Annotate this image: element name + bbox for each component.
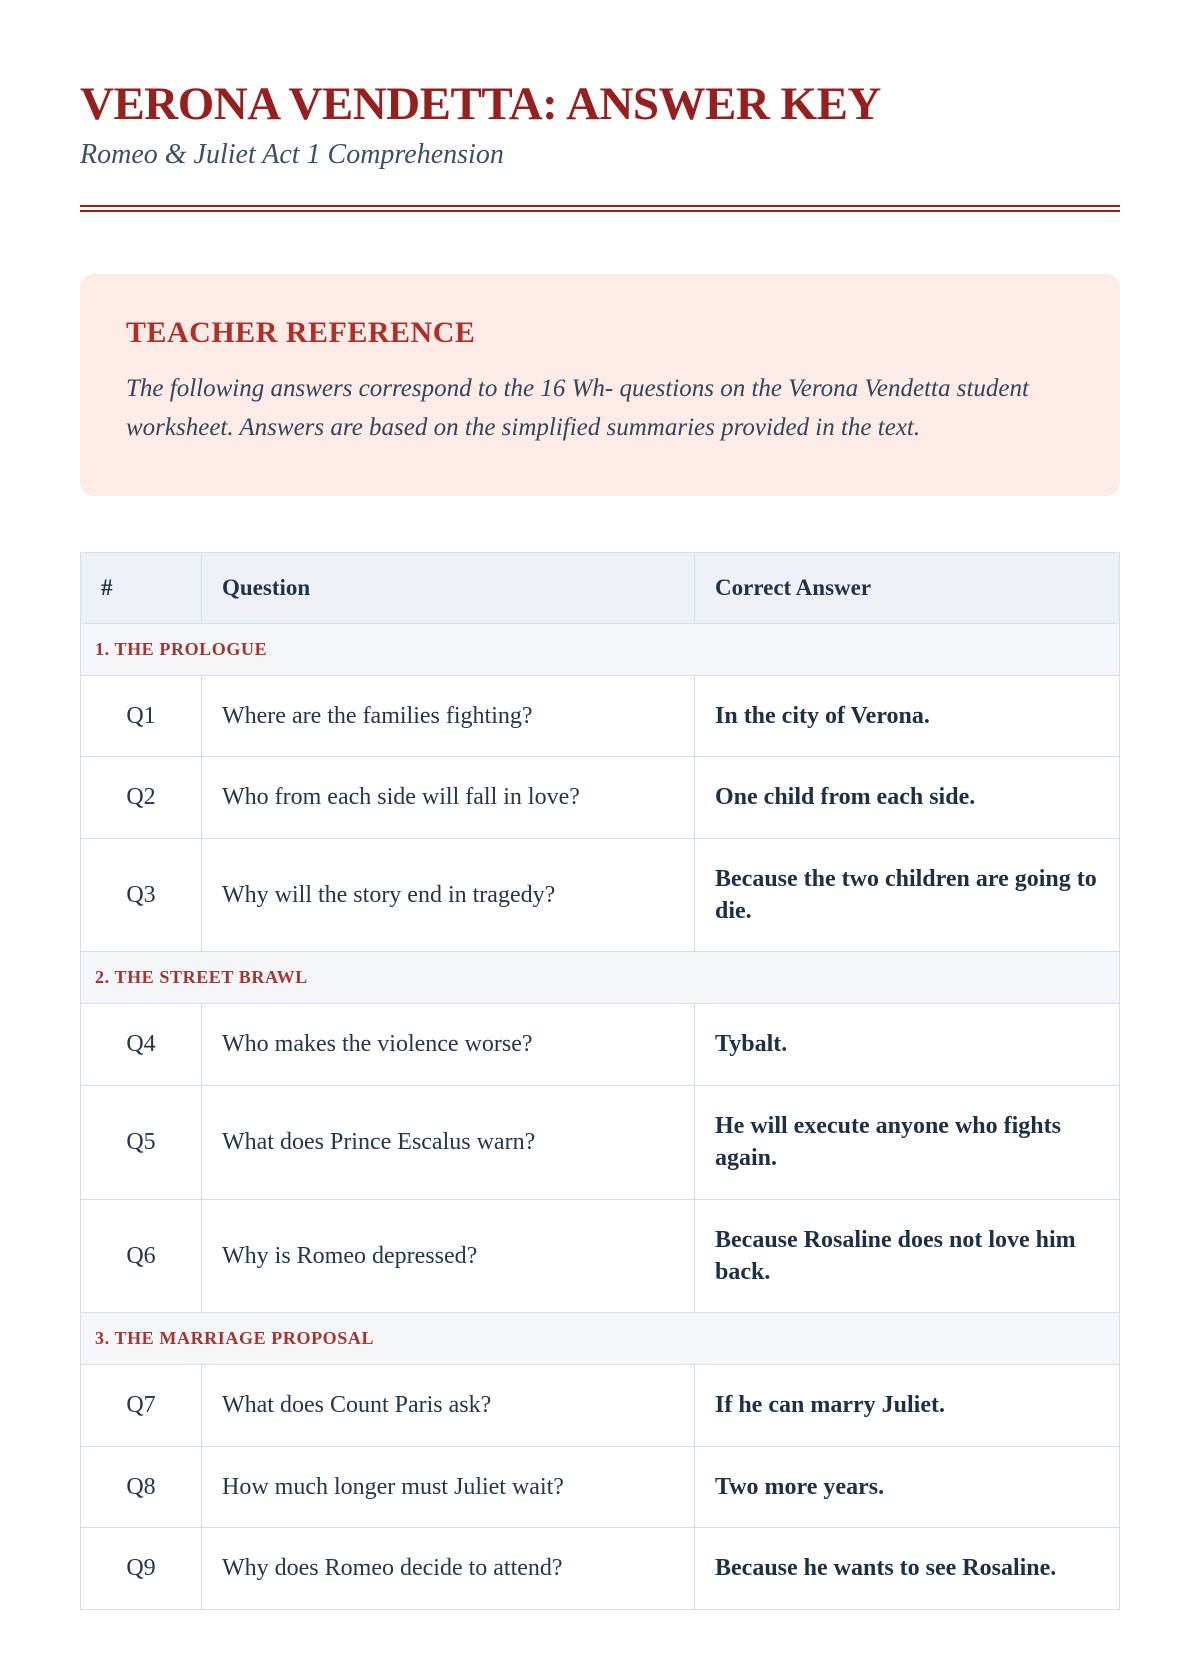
question-text: Why will the story end in tragedy? [202, 838, 695, 952]
question-number: Q7 [81, 1365, 202, 1446]
table-row [81, 838, 1120, 952]
header-divider [80, 205, 1120, 212]
section-header-row [81, 1313, 1120, 1365]
question-number: Q8 [81, 1446, 202, 1527]
teacher-reference-box [80, 274, 1120, 496]
question-text: How much longer must Juliet wait? [202, 1446, 695, 1527]
answer-text: In the city of Verona. [695, 675, 1120, 756]
table-header-row [81, 552, 1120, 623]
question-number: Q3 [81, 838, 202, 952]
column-header-answer: Correct Answer [695, 552, 1120, 623]
question-text: Where are the families fighting? [202, 675, 695, 756]
page-title: VERONA VENDETTA: ANSWER KEY [80, 78, 881, 130]
section-header-row [81, 952, 1120, 1004]
answer-text: Two more years. [695, 1446, 1120, 1527]
answer-text: If he can marry Juliet. [695, 1365, 1120, 1446]
question-number: Q9 [81, 1528, 202, 1609]
answer-text: Tybalt. [695, 1004, 1120, 1085]
question-text: Who makes the violence worse? [202, 1004, 695, 1085]
question-number: Q2 [81, 757, 202, 838]
question-text: Who from each side will fall in love? [202, 757, 695, 838]
table-row [81, 1365, 1120, 1446]
question-number: Q1 [81, 675, 202, 756]
answer-text: Because Rosaline does not love him back. [695, 1199, 1120, 1313]
column-header-number: # [81, 552, 202, 623]
table-row [81, 1085, 1120, 1199]
question-number: Q5 [81, 1085, 202, 1199]
section-title: 3. THE MARRIAGE PROPOSAL [81, 1313, 1120, 1365]
answer-text: Because the two children are going to die. [695, 838, 1120, 952]
answer-text: He will execute anyone who fights again. [695, 1085, 1120, 1199]
question-number: Q6 [81, 1199, 202, 1313]
question-number: Q4 [81, 1004, 202, 1085]
answer-text: Because he wants to see Rosaline. [695, 1528, 1120, 1609]
reference-heading: TEACHER REFERENCE [126, 316, 476, 350]
page-subtitle: Romeo & Juliet Act 1 Comprehension [80, 139, 504, 171]
answer-key-table [80, 552, 1120, 1610]
table-row [81, 1004, 1120, 1085]
table-row [81, 1446, 1120, 1527]
question-text: Why does Romeo decide to attend? [202, 1528, 695, 1609]
section-title: 2. THE STREET BRAWL [81, 952, 1120, 1004]
reference-body: The following answers correspond to the 16 Wh- questions on the Verona Vendetta student worksheet. Answers are based on the simplified summaries provided in the text. [126, 375, 1029, 442]
table-row [81, 675, 1120, 756]
question-text: What does Prince Escalus warn? [202, 1085, 695, 1199]
column-header-question: Question [202, 552, 695, 623]
table-row [81, 1528, 1120, 1609]
document-page [0, 80, 1200, 1610]
section-header-row [81, 623, 1120, 675]
table-row [81, 1199, 1120, 1313]
table-row [81, 757, 1120, 838]
question-text: Why is Romeo depressed? [202, 1199, 695, 1313]
question-text: What does Count Paris ask? [202, 1365, 695, 1446]
answer-text: One child from each side. [695, 757, 1120, 838]
section-title: 1. THE PROLOGUE [81, 623, 1120, 675]
